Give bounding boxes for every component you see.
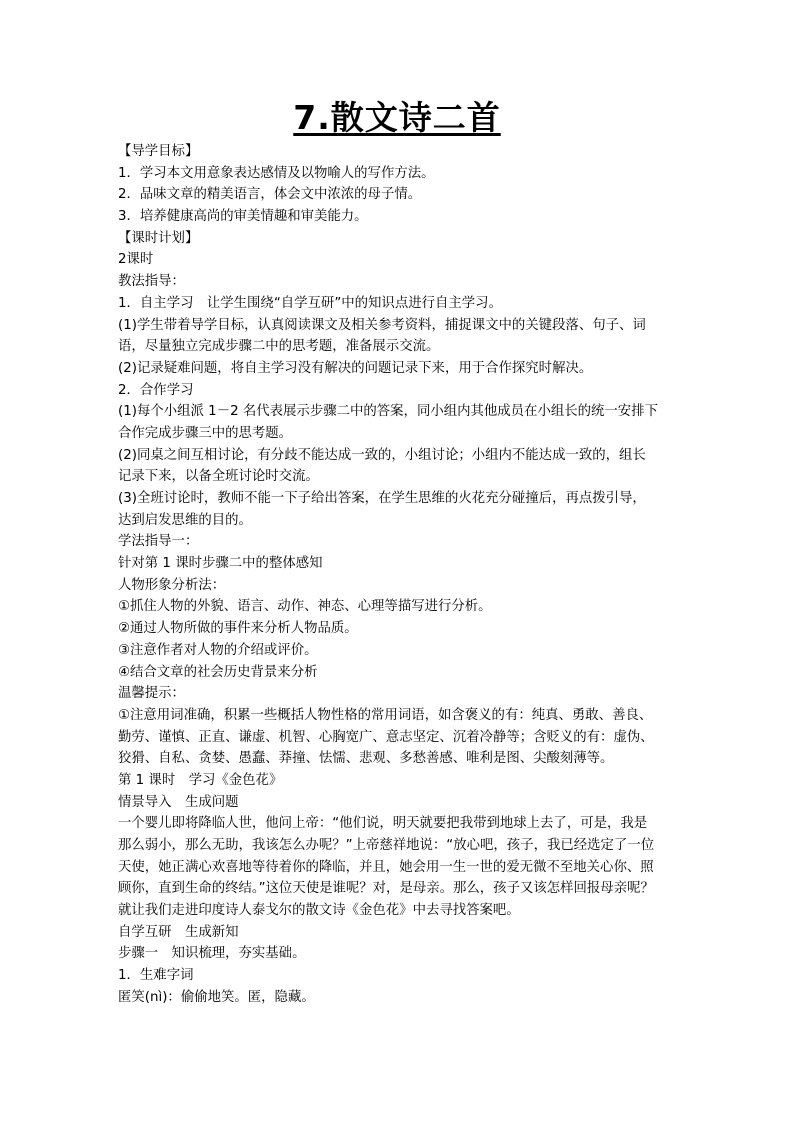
text-line: 天使，她正满心欢喜地等待着你的降临，并且，她会用一生一世的爱无微不至地关心你、照 [118, 859, 654, 875]
text-line: 自学互研 生成新知 [118, 924, 239, 940]
text-line: 温馨提示： [118, 686, 185, 702]
text-line: 情景导入 生成问题 [118, 794, 239, 810]
text-line: ③注意作者对人物的介绍或评价。 [118, 642, 318, 658]
text-line: 顾你，直到生命的终结。”这位天使是谁呢？对，是母亲。那么，孩子又该怎样回报母亲呢？ [118, 881, 654, 897]
text-line: (2)同桌之间互相讨论，有分歧不能达成一致的，小组讨论；小组内不能达成一致的，组长 [118, 447, 646, 463]
text-line: 1．学习本文用意象表达感情及以物喻人的写作方法。 [118, 165, 435, 181]
text-line: 2．品味文章的精美语言，体会文中浓浓的母子情。 [118, 187, 422, 203]
text-line: 勤劳、谨慎、正直、谦虚、机智、心胸宽广、意志坚定、沉着冷静等；含贬义的有：虚伪、 [118, 729, 654, 745]
text-line: ①抓住人物的外貌、语言、动作、神态、心理等描写进行分析。 [118, 599, 492, 615]
text-line: (1)每个小组派 1－2 名代表展示步骤二中的答案，同小组内其他成员在小组长的统一安排下 [118, 404, 658, 420]
text-line: 2．合作学习 [118, 382, 194, 398]
text-line: 【课时计划】 [118, 230, 199, 246]
text-line: 狡猾、自私、贪婪、愚蠢、莽撞、怯懦、悲观、多愁善感、唯利是图、尖酸刻薄等。 [118, 751, 614, 767]
text-line: 一个婴儿即将降临人世，他问上帝：“他们说，明天就要把我带到地球上去了，可是，我是 [118, 816, 648, 832]
text-line: (2)记录疑难问题，将自主学习没有解决的问题记录下来，用于合作探究时解决。 [118, 360, 593, 376]
text-line: (1)学生带着导学目标，认真阅读课文及相关参考资料，捕捉课文中的关键段落、句子、词 [118, 317, 646, 333]
text-line: ④结合文章的社会历史背景来分析 [118, 664, 318, 680]
text-line: ②通过人物所做的事件来分析人物品质。 [118, 621, 358, 637]
text-line: 人物形象分析法： [118, 577, 226, 593]
text-line: ①注意用词准确，积累一些概括人物性格的常用词语，如含褒义的有：纯真、勇敢、善良、 [118, 707, 653, 723]
text-line: 记录下来，以备全班讨论时交流。 [118, 469, 319, 485]
page-title: 7.散文诗二首 [293, 98, 501, 137]
text-line: 达到启发思维的目的。 [118, 512, 252, 528]
text-line: 语，尽量独立完成步骤二中的思考题，准备展示交流。 [118, 339, 440, 355]
text-line: (3)全班讨论时，教师不能一下子给出答案，在学生思维的火花充分碰撞后，再点拨引导， [118, 491, 646, 506]
text-line: 第 1 课时 学习《金色花》 [118, 772, 283, 788]
text-line: 【导学目标】 [118, 144, 199, 159]
text-line: 匿笑(nì)：偷偷地笑。匿，隐藏。 [118, 989, 315, 1005]
text-line: 3．培养健康高尚的审美情趣和审美能力。 [118, 209, 368, 225]
text-line: 那么弱小，那么无助，我该怎么办呢？”上帝慈祥地说：“放心吧，孩子，我已经选定了一位 [118, 838, 655, 853]
text-line: 1．自主学习 让学生围绕“自学互研”中的知识点进行自主学习。 [118, 295, 502, 311]
document-body [118, 141, 678, 1009]
text-line: 步骤一 知识梳理，夯实基础。 [118, 946, 306, 962]
text-line: 合作完成步骤三中的思考题。 [118, 425, 293, 441]
text-line: 就让我们走进印度诗人泰戈尔的散文诗《金色花》中去寻找答案吧。 [118, 903, 520, 919]
text-line: 1．生难字词 [118, 968, 194, 984]
text-line: 学法指导一： [118, 534, 199, 550]
text-line: 教法指导： [118, 274, 185, 290]
text-line: 2课时 [118, 252, 154, 268]
text-line: 针对第 1 课时步骤二中的整体感知 [118, 556, 323, 572]
